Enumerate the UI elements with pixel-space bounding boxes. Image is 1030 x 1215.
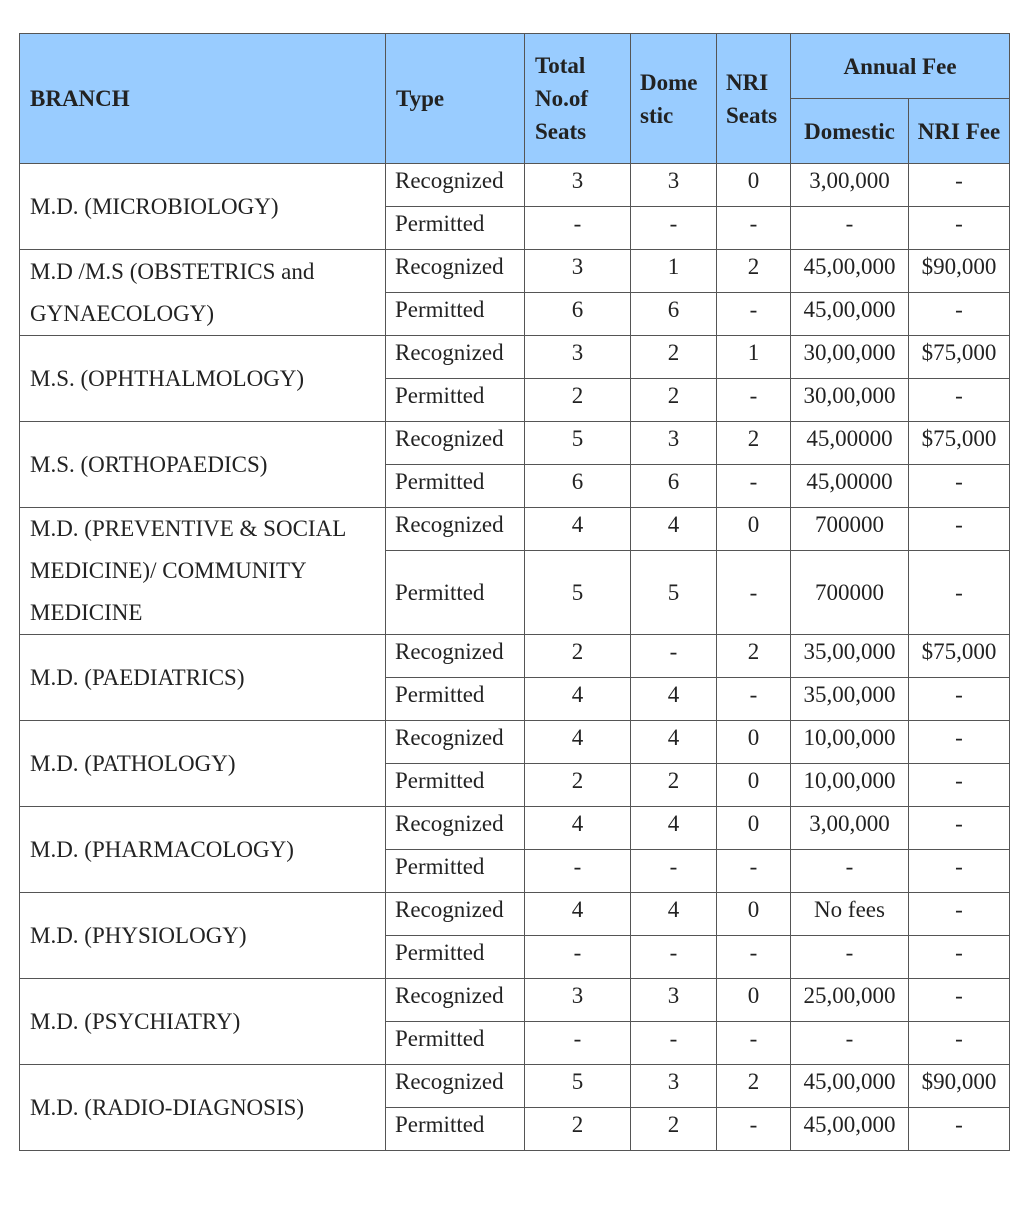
total-seats-cell: 6 <box>525 293 631 336</box>
type-cell: Permitted <box>386 1108 525 1151</box>
branch-cell: M.D. (MICROBIOLOGY) <box>20 164 386 250</box>
type-cell: Recognized <box>386 893 525 936</box>
domestic-seats-cell: 3 <box>631 979 717 1022</box>
table-row-recognized <box>20 721 1010 764</box>
domestic-fee-cell: - <box>791 850 909 893</box>
type-cell: Recognized <box>386 721 525 764</box>
total-seats-cell: 4 <box>525 893 631 936</box>
nri-fee-cell: - <box>909 508 1010 551</box>
domestic-seats-cell: - <box>631 1022 717 1065</box>
nri-seats-cell: 0 <box>717 893 791 936</box>
domestic-seats-cell: 1 <box>631 250 717 293</box>
nri-fee-cell: - <box>909 465 1010 508</box>
type-cell: Permitted <box>386 379 525 422</box>
domestic-fee-cell: 10,00,000 <box>791 764 909 807</box>
domestic-seats-cell: 3 <box>631 1065 717 1108</box>
nri-seats-cell: - <box>717 678 791 721</box>
domestic-fee-cell: No fees <box>791 893 909 936</box>
table-row-recognized <box>20 979 1010 1022</box>
nri-fee-cell: - <box>909 1108 1010 1151</box>
nri-fee-cell: - <box>909 979 1010 1022</box>
domestic-fee-cell: 30,00,000 <box>791 379 909 422</box>
domestic-seats-cell: 4 <box>631 508 717 551</box>
domestic-fee-cell: - <box>791 1022 909 1065</box>
domestic-fee-cell: 25,00,000 <box>791 979 909 1022</box>
nri-seats-cell: - <box>717 551 791 635</box>
domestic-seats-cell: 4 <box>631 678 717 721</box>
domestic-fee-cell: 45,00,000 <box>791 1108 909 1151</box>
nri-seats-cell: - <box>717 1108 791 1151</box>
nri-seats-cell: 0 <box>717 721 791 764</box>
branch-cell: M.D. (PSYCHIATRY) <box>20 979 386 1065</box>
branch-cell: M.D. (PHARMACOLOGY) <box>20 807 386 893</box>
total-seats-cell: 4 <box>525 678 631 721</box>
type-cell: Recognized <box>386 336 525 379</box>
total-seats-cell: 2 <box>525 635 631 678</box>
type-cell: Recognized <box>386 807 525 850</box>
nri-seats-cell: - <box>717 850 791 893</box>
nri-fee-cell: - <box>909 936 1010 979</box>
domestic-fee-cell: 700000 <box>791 508 909 551</box>
type-cell: Permitted <box>386 1022 525 1065</box>
nri-seats-cell: 2 <box>717 1065 791 1108</box>
total-seats-cell: 3 <box>525 250 631 293</box>
header-branch: BRANCH <box>20 34 386 164</box>
total-seats-cell: - <box>525 850 631 893</box>
total-seats-cell: 3 <box>525 979 631 1022</box>
total-seats-cell: 5 <box>525 551 631 635</box>
nri-fee-cell: - <box>909 1022 1010 1065</box>
total-seats-cell: - <box>525 1022 631 1065</box>
table-row-recognized <box>20 893 1010 936</box>
table-row-recognized <box>20 164 1010 207</box>
table-row-recognized <box>20 1065 1010 1108</box>
nri-seats-cell: 1 <box>717 336 791 379</box>
type-cell: Recognized <box>386 250 525 293</box>
nri-seats-cell: 0 <box>717 807 791 850</box>
branch-cell: M.D. (RADIO-DIAGNOSIS) <box>20 1065 386 1151</box>
domestic-seats-cell: 2 <box>631 336 717 379</box>
header-domestic: Dome stic <box>631 34 717 164</box>
table-row-recognized <box>20 635 1010 678</box>
type-cell: Recognized <box>386 979 525 1022</box>
nri-seats-cell: 2 <box>717 635 791 678</box>
header-total-seats: Total No.of Seats <box>525 34 631 164</box>
nri-fee-cell: $75,000 <box>909 635 1010 678</box>
total-seats-cell: 3 <box>525 164 631 207</box>
nri-fee-cell: - <box>909 293 1010 336</box>
branch-cell: M.D. (PREVENTIVE & SOCIAL MEDICINE)/ COMMUNITY MEDICINE <box>20 508 386 635</box>
domestic-seats-cell: 5 <box>631 551 717 635</box>
total-seats-cell: 5 <box>525 1065 631 1108</box>
domestic-seats-cell: 2 <box>631 379 717 422</box>
branch-cell: M.S. (ORTHOPAEDICS) <box>20 422 386 508</box>
total-seats-cell: 3 <box>525 336 631 379</box>
branch-cell: M.D. (PATHOLOGY) <box>20 721 386 807</box>
table-row-recognized <box>20 807 1010 850</box>
type-cell: Permitted <box>386 936 525 979</box>
type-cell: Recognized <box>386 1065 525 1108</box>
nri-seats-cell: - <box>717 207 791 250</box>
header-nri-fee: NRI Fee <box>909 99 1010 164</box>
header-type: Type <box>386 34 525 164</box>
total-seats-cell: 6 <box>525 465 631 508</box>
nri-seats-cell: - <box>717 293 791 336</box>
domestic-seats-cell: 2 <box>631 1108 717 1151</box>
domestic-seats-cell: - <box>631 850 717 893</box>
total-seats-cell: 2 <box>525 1108 631 1151</box>
domestic-seats-cell: 3 <box>631 422 717 465</box>
domestic-seats-cell: 6 <box>631 465 717 508</box>
total-seats-cell: 4 <box>525 721 631 764</box>
nri-seats-cell: - <box>717 379 791 422</box>
domestic-fee-cell: 3,00,000 <box>791 164 909 207</box>
type-cell: Permitted <box>386 850 525 893</box>
domestic-fee-cell: 35,00,000 <box>791 635 909 678</box>
table-row-recognized <box>20 336 1010 379</box>
nri-seats-cell: 0 <box>717 164 791 207</box>
nri-fee-cell: - <box>909 893 1010 936</box>
domestic-seats-cell: 6 <box>631 293 717 336</box>
type-cell: Permitted <box>386 764 525 807</box>
type-cell: Permitted <box>386 293 525 336</box>
branch-cell: M.D. (PHYSIOLOGY) <box>20 893 386 979</box>
domestic-fee-cell: 30,00,000 <box>791 336 909 379</box>
domestic-fee-cell: 35,00,000 <box>791 678 909 721</box>
type-cell: Permitted <box>386 207 525 250</box>
branch-cell: M.D. (PAEDIATRICS) <box>20 635 386 721</box>
domestic-fee-cell: - <box>791 207 909 250</box>
nri-seats-cell: 0 <box>717 764 791 807</box>
header-annual-fee: Annual Fee <box>791 34 1010 99</box>
domestic-seats-cell: - <box>631 207 717 250</box>
domestic-seats-cell: 4 <box>631 721 717 764</box>
domestic-fee-cell: 45,00,000 <box>791 1065 909 1108</box>
type-cell: Permitted <box>386 465 525 508</box>
nri-fee-cell: - <box>909 379 1010 422</box>
total-seats-cell: 4 <box>525 807 631 850</box>
nri-seats-cell: 0 <box>717 508 791 551</box>
nri-fee-cell: - <box>909 678 1010 721</box>
type-cell: Permitted <box>386 551 525 635</box>
nri-fee-cell: - <box>909 807 1010 850</box>
nri-fee-cell: $75,000 <box>909 336 1010 379</box>
nri-fee-cell: $90,000 <box>909 250 1010 293</box>
type-cell: Recognized <box>386 164 525 207</box>
domestic-fee-cell: - <box>791 936 909 979</box>
domestic-seats-cell: 2 <box>631 764 717 807</box>
table-row-recognized <box>20 508 1010 551</box>
total-seats-cell: 5 <box>525 422 631 465</box>
total-seats-cell: - <box>525 936 631 979</box>
nri-fee-cell: - <box>909 721 1010 764</box>
nri-fee-cell: - <box>909 164 1010 207</box>
type-cell: Recognized <box>386 508 525 551</box>
domestic-fee-cell: 10,00,000 <box>791 721 909 764</box>
type-cell: Permitted <box>386 678 525 721</box>
nri-fee-cell: - <box>909 207 1010 250</box>
nri-seats-cell: 2 <box>717 422 791 465</box>
table-row-recognized <box>20 422 1010 465</box>
nri-seats-cell: 2 <box>717 250 791 293</box>
nri-seats-cell: - <box>717 1022 791 1065</box>
domestic-seats-cell: - <box>631 936 717 979</box>
header-nri-seats: NRI Seats <box>717 34 791 164</box>
seat-fee-table <box>19 33 1010 1151</box>
total-seats-cell: 2 <box>525 379 631 422</box>
nri-fee-cell: - <box>909 551 1010 635</box>
domestic-seats-cell: 4 <box>631 807 717 850</box>
domestic-fee-cell: 3,00,000 <box>791 807 909 850</box>
domestic-fee-cell: 45,00000 <box>791 422 909 465</box>
nri-fee-cell: - <box>909 850 1010 893</box>
total-seats-cell: 2 <box>525 764 631 807</box>
domestic-seats-cell: 3 <box>631 164 717 207</box>
nri-fee-cell: $75,000 <box>909 422 1010 465</box>
nri-fee-cell: - <box>909 764 1010 807</box>
branch-cell: M.S. (OPHTHALMOLOGY) <box>20 336 386 422</box>
type-cell: Recognized <box>386 635 525 678</box>
nri-seats-cell: - <box>717 465 791 508</box>
nri-fee-cell: $90,000 <box>909 1065 1010 1108</box>
nri-seats-cell: - <box>717 936 791 979</box>
header-fee-domestic: Domestic <box>791 99 909 164</box>
total-seats-cell: - <box>525 207 631 250</box>
nri-seats-cell: 0 <box>717 979 791 1022</box>
domestic-fee-cell: 45,00000 <box>791 465 909 508</box>
table-body <box>20 164 1010 1151</box>
domestic-fee-cell: 45,00,000 <box>791 293 909 336</box>
domestic-seats-cell: 4 <box>631 893 717 936</box>
table-row-recognized <box>20 250 1010 293</box>
domestic-fee-cell: 45,00,000 <box>791 250 909 293</box>
domestic-fee-cell: 700000 <box>791 551 909 635</box>
type-cell: Recognized <box>386 422 525 465</box>
branch-cell: M.D /M.S (OBSTETRICS and GYNAECOLOGY) <box>20 250 386 336</box>
domestic-seats-cell: - <box>631 635 717 678</box>
total-seats-cell: 4 <box>525 508 631 551</box>
